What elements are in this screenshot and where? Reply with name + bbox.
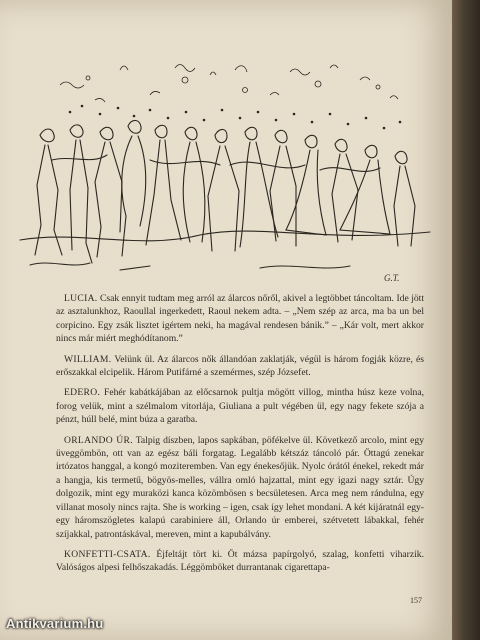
paragraph-text: Talpig díszben, lapos sapkában, pöfékelve ül. Következő arcolo, mint egy üveggömbön, ott van az egész báli forgatag. Legalább kétszáz táncoló pár. Öttagú zenekar irtózatos hanggal, a kongó moziteremben. Van egy énekesőjük. Nyolc órától énekel, rekedt már a hangja, kis termetű, bögyös-melles, vállra omló hajzattal, mint egy igazi nagy sztár. Úgy dolgozik, mint egy muraközi kanca közömbösen s becsületesen. Arca meg nem rándulna, egy villanat mosoly nincs rajta. She is working – igen, csak így lehet mondani. A két kijáratnál egy-egy háromszögletes kalapú carabiniere áll, Orlando úr emberei, szétvetett lábakkal, fehér szíjakkal, patrontáskával, mereven, mint a kapubálvány. <box>56 434 424 540</box>
paragraph-orlando <box>56 434 424 541</box>
paragraph-text: Csak ennyit tudtam meg arról az álarcos nőről, akivel a legtöbbet táncoltam. Ide jött az asztalunkhoz, Raoullal ingerkedett, Raoul nekem adta. – „Nem szép az arca, ma ba un bel corpicino. Egy zsák lisztet igértem neki, ha magával rendesen bánik.” – „Kár volt, mert akkor nincs már miért meghódítanom.” <box>56 293 424 345</box>
paragraph-text: Fehér kabátkájában az előcsarnok pultja mögött villog, mintha húsz keze volna, forog velük, mint a szélmalom vitorlája, Giuliana a pult végében ül, egy nagy fekete szója a pénzt, húll belé, mint búza a garatba. <box>56 387 425 426</box>
page-number: 157 <box>410 596 422 605</box>
paragraph-william <box>56 353 424 380</box>
paragraph-lead: ORLANDO ÚR. <box>64 434 133 446</box>
paragraph-lead: LUCIA. <box>64 293 98 304</box>
paragraph-lead: KONFETTI-CSATA. <box>64 548 151 560</box>
dance-sketch-illustration <box>0 40 452 285</box>
paragraph-lucia <box>56 292 424 346</box>
paragraph-lead: WILLIAM. <box>64 353 112 365</box>
paragraph-text: Éjfeltájt tört ki. Öt mázsa papírgolyó, szalag, konfetti viharzik. Valóságos alpesi felhőszakadás. Léggömböket durrantanak cigarettapa- <box>56 548 424 574</box>
illustration-signature: G.T. <box>384 273 400 283</box>
paragraph-edero <box>56 386 424 426</box>
body-text <box>56 292 424 582</box>
paragraph-konfetti <box>56 548 424 575</box>
book-gutter <box>452 0 480 640</box>
paragraph-lead: EDERO. <box>64 387 101 399</box>
paragraph-text: Velünk ül. Az álarcos nők állandóan zaklatják, végül is három fogják közre, és erőszakkal elcipelik. Három Putifárné a szemérmes, szép Józsefet. <box>56 353 424 379</box>
watermark: Antikvarium.hu <box>6 616 104 631</box>
